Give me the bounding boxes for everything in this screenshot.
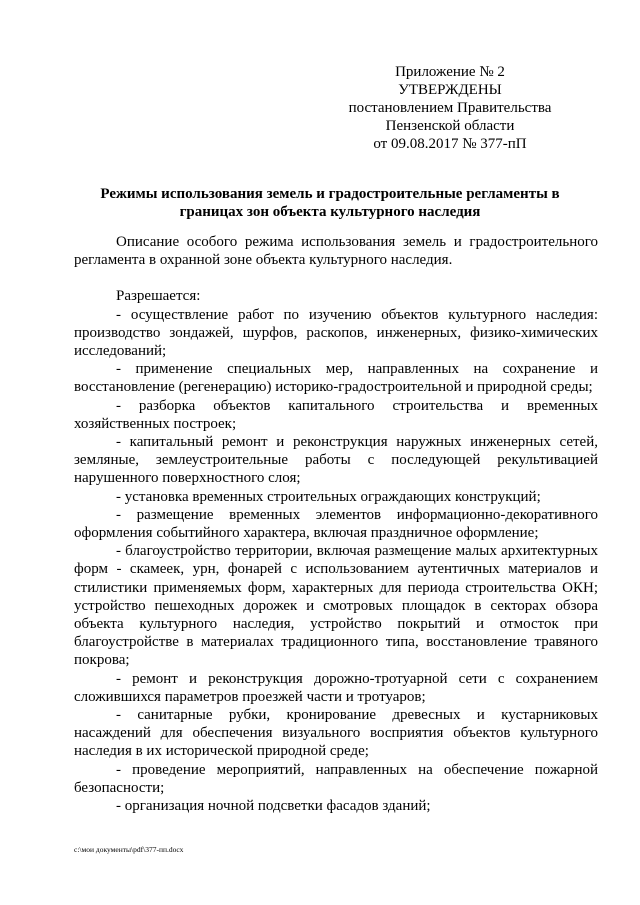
list-item: - разборка объектов капитального строительства и временных хозяйственных построек; (74, 397, 598, 432)
approved-date-number: от 09.08.2017 № 377-пП (373, 136, 527, 152)
title-line-1: Режимы использования земель и градостроительные регламенты в (100, 186, 560, 202)
document-body (74, 233, 598, 815)
list-item: - проведение мероприятий, направленных на обеспечение пожарной безопасности; (74, 761, 598, 796)
appendix-number: Приложение № 2 (395, 64, 505, 80)
list-item: - осуществление работ по изучению объектов культурного наследия: производство зондажей, шурфов, раскопов, инженерных, физико-химических исследований; (74, 306, 598, 360)
approved-region: Пензенской области (385, 118, 515, 134)
file-path-footer: c:\мои документы\pdf\377-пп.docx (74, 845, 184, 854)
approved-by: постановлением Правительства (348, 100, 552, 116)
list-item: - санитарные рубки, кронирование древесных и кустарниковых насаждений для обеспечения визуального восприятия объектов культурного наследия в их исторической природной среде; (74, 707, 598, 760)
list-item: - размещение временных элементов информационно-декоративного оформления событийного характера, включая праздничное оформление; (74, 506, 598, 542)
list-item: - организация ночной подсветки фасадов зданий; (116, 798, 431, 815)
list-item: - ремонт и реконструкция дорожно-тротуарной сети с сохранением сложившихся параметров проезжей части и тротуаров; (74, 670, 598, 705)
list-item: - установка временных строительных ограждающих конструкций; (116, 488, 541, 505)
list-item: - капитальный ремонт и реконструкция наружных инженерных сетей, земляные, землеустроительные работы с последующей рекультивацией нарушенного поверхностного слоя; (74, 434, 598, 487)
document-title (80, 185, 580, 221)
allowed-heading: Разрешается: (116, 288, 201, 305)
paragraph-gap (74, 269, 598, 287)
list-item: - применение специальных мер, направленных на сохранение и восстановление (регенерацию) историко-градостроительной и природной среды; (74, 361, 598, 396)
title-line-2: границах зон объекта культурного наследия (179, 204, 481, 220)
approved-label: УТВЕРЖДЕНЫ (398, 82, 502, 98)
description-paragraph: Описание особого режима использования земель и градостроительного регламента в охранной зоне объекта культурного наследия. (74, 234, 598, 269)
approval-block (330, 63, 570, 153)
list-item: - благоустройство территории, включая размещение малых архитектурных форм - скамеек, урн, фонарей с использованием аутентичных материалов и стилистики применяемых форм, характерных для периода строительства ОКН; устройство пешеходных дорожек и смотровых площадок в секторах обзора объекта культурного наследия, устройство покрытий и отмосток при благоустройстве в материалах традиционного типа, восстановление травяного покрова; (74, 543, 598, 669)
